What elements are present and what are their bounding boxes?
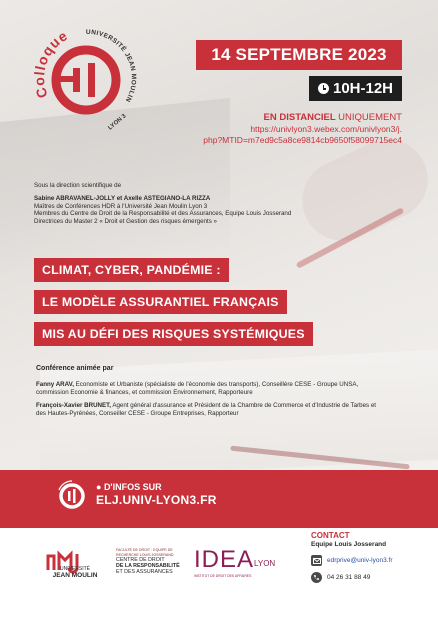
direction-names: Sabine ABRAVANEL-JOLLY et Axelle ASTEGIANO-LA RIZZA — [34, 194, 211, 202]
crdra-logo — [116, 548, 186, 576]
crdra-line-3: ET DES ASSURANCES — [116, 569, 173, 576]
speaker-1-name: Fanny ARAV, — [36, 380, 74, 388]
contact-phone-row — [311, 572, 393, 583]
contact-email[interactable]: edrprive@univ-lyon3.fr — [327, 557, 393, 564]
idea-tagline: INSTITUT DE DROIT DES AFFAIRES — [194, 574, 252, 578]
speaker-2 — [36, 402, 376, 418]
event-time-badge — [309, 76, 402, 101]
scientific-direction — [34, 182, 394, 226]
conference-speakers — [36, 365, 376, 424]
remote-heading — [203, 112, 402, 124]
conference-heading: Conférence animée par — [36, 365, 114, 372]
phone-icon — [311, 572, 322, 583]
info-website-link[interactable]: ELJ.UNIV-LYON3.FR — [96, 493, 217, 507]
contact-phone[interactable]: 04 26 31 88 49 — [327, 574, 371, 581]
title-line-3: MIS AU DÉFI DES RISQUES SYSTÉMIQUES — [34, 322, 313, 346]
remote-info — [203, 112, 402, 145]
speaker-2-description: Agent général d'assurance et Président de la Chambre de Commerce et d'Industrie de Tarbes et des Hautes-Pyrénées, Conseiller CESE - Groupe Entreprises, Rapporteur — [36, 402, 377, 418]
contact-email-row — [311, 555, 393, 566]
logo-ring-text: UNIVERSITÉ JEAN MOULIN — [85, 28, 137, 104]
speaker-1-description: Economiste et Urbaniste (spécialiste de l'économie des transports), Conseillère CESE - Groupe UNSA, commission Economie & finances, et commission Environnement, Rapporteure — [36, 380, 359, 396]
speaker-1 — [36, 381, 376, 397]
title-line-1: CLIMAT, CYBER, PANDÉMIE : — [34, 258, 229, 282]
ujm-small-label: UNIVERSITÉ — [59, 566, 90, 572]
idea-city: LYON — [254, 559, 276, 568]
direction-line-3: Directrices du Master 2 « Droit et Gestion des risques émergents » — [34, 218, 217, 226]
plus-icon: ● — [96, 482, 104, 492]
crdra-line-1: CENTRE DE DROIT — [116, 557, 165, 563]
crdra-small-label: FACULTÉ DE DROIT · EQUIPE DE RECHERCHE LOUIS JOSSERAND — [116, 548, 174, 557]
colloque-small-logo — [54, 477, 90, 513]
ujm-name — [44, 566, 106, 580]
direction-intro: Sous la direction scientifique de — [34, 182, 122, 189]
logo-lyon-text: LYON 3 — [107, 113, 128, 132]
webex-link-line-1[interactable]: https://univlyon3.webex.com/univlyon3/j. — [250, 124, 402, 134]
contact-block — [311, 531, 393, 583]
mail-icon — [311, 555, 322, 566]
event-time: 10H-12H — [332, 80, 394, 97]
contact-team: Equipe Louis Josserand — [311, 541, 387, 548]
webex-link-line-2[interactable]: php?MTID=m7ed9c5a8ce9814cb9650f58099715ec4 — [203, 134, 402, 145]
colloque-logo — [26, 18, 146, 138]
crdra-line-2: DE LA RESPONSABILITÉ — [116, 563, 180, 570]
info-plus-line — [96, 482, 217, 493]
remote-mode-light: UNIQUEMENT — [338, 112, 402, 123]
direction-line-2: Membres du Centre de Droit de la Responsabilité et des Assurances, Equipe Louis Josserand — [34, 210, 292, 218]
idea-wordmark — [194, 546, 274, 574]
title-line-2: LE MODÈLE ASSURANTIEL FRANÇAIS — [34, 290, 287, 314]
clock-icon — [318, 83, 329, 94]
idea-lyon-logo — [194, 546, 274, 578]
event-date: 14 SEPTEMBRE 2023 — [196, 40, 402, 70]
ujm-label: JEAN MOULIN — [52, 572, 98, 579]
speaker-2-name: François-Xavier BRUNET, — [36, 402, 111, 410]
logo-colloque-text: Colloque — [30, 26, 71, 101]
direction-line-1: Maîtres de Conférences HDR à l'Université Jean Moulin Lyon 3 — [34, 202, 208, 210]
contact-heading: CONTACT — [311, 531, 350, 540]
idea-name: IDEA — [194, 546, 255, 573]
remote-mode-strong: EN DISTANCIEL — [263, 112, 336, 123]
info-line-1: D'INFOS SUR — [103, 482, 162, 492]
info-text — [96, 482, 217, 508]
